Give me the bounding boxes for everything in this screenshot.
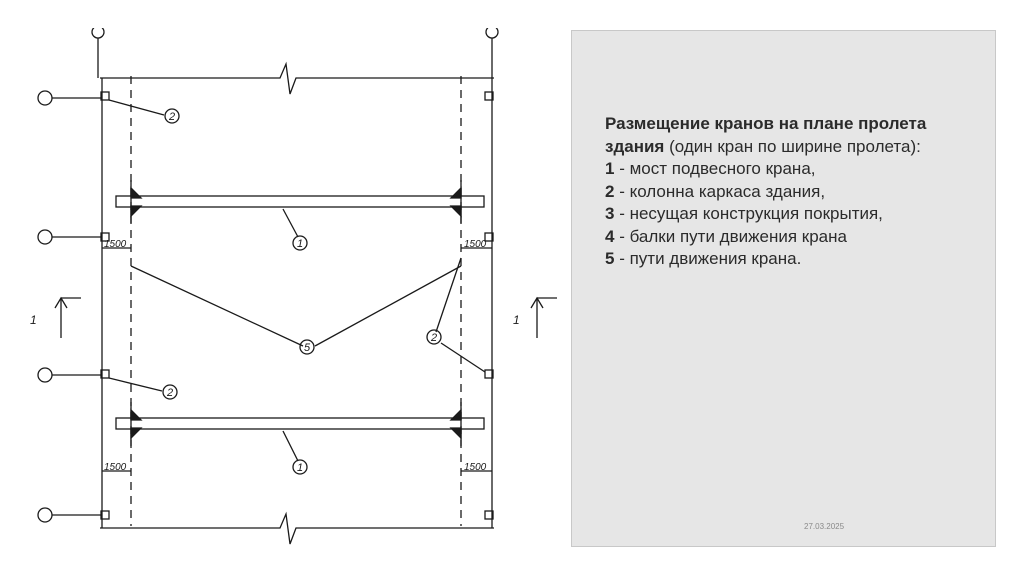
item-number: 1 bbox=[605, 159, 615, 178]
callout-label: 2 bbox=[166, 387, 174, 399]
slide-title: Размещение кранов на плане пролета здания bbox=[605, 114, 927, 156]
axis-bubble-top-right bbox=[486, 28, 498, 38]
callout-label: 5 bbox=[303, 342, 311, 354]
item-number: 4 bbox=[605, 226, 615, 246]
item-text: - несущая конструкция покрытия, bbox=[619, 204, 883, 223]
dimension-label: 1500 bbox=[104, 462, 127, 473]
crane-plan-svg bbox=[28, 28, 571, 548]
dimension-label: 1500 bbox=[104, 239, 127, 250]
top-break-line bbox=[100, 64, 494, 94]
item-number: 5 bbox=[605, 249, 615, 268]
section-label-left: 1 bbox=[30, 313, 37, 327]
crane-bridge-lower bbox=[116, 418, 484, 429]
description-panel bbox=[571, 30, 996, 547]
callout-label: 2 bbox=[430, 332, 438, 344]
crane-plan-drawing bbox=[28, 28, 571, 548]
callout-label: 1 bbox=[296, 238, 304, 250]
item-text: - балки пути движения крана bbox=[619, 226, 847, 246]
item-text: - пути движения крана. bbox=[619, 249, 802, 268]
item-text: - колонна каркаса здания, bbox=[619, 181, 826, 201]
description-text bbox=[605, 113, 985, 271]
dimension-label: 1500 bbox=[464, 462, 487, 473]
callout-label: 1 bbox=[296, 462, 304, 474]
slide-date: 27.03.2025 bbox=[804, 522, 845, 531]
dimension-label: 1500 bbox=[464, 239, 487, 250]
item-number: 2 bbox=[605, 181, 615, 201]
section-label-right: 1 bbox=[513, 313, 520, 327]
slide-subtitle: (один кран по ширине пролета): bbox=[669, 136, 921, 156]
axis-bubble-top-left bbox=[92, 28, 104, 38]
callout-label: 2 bbox=[168, 111, 176, 123]
item-text: - мост подвесного крана, bbox=[619, 159, 816, 178]
bottom-break-line bbox=[100, 514, 494, 544]
crane-bridge-upper bbox=[116, 196, 484, 207]
item-number: 3 bbox=[605, 204, 615, 223]
